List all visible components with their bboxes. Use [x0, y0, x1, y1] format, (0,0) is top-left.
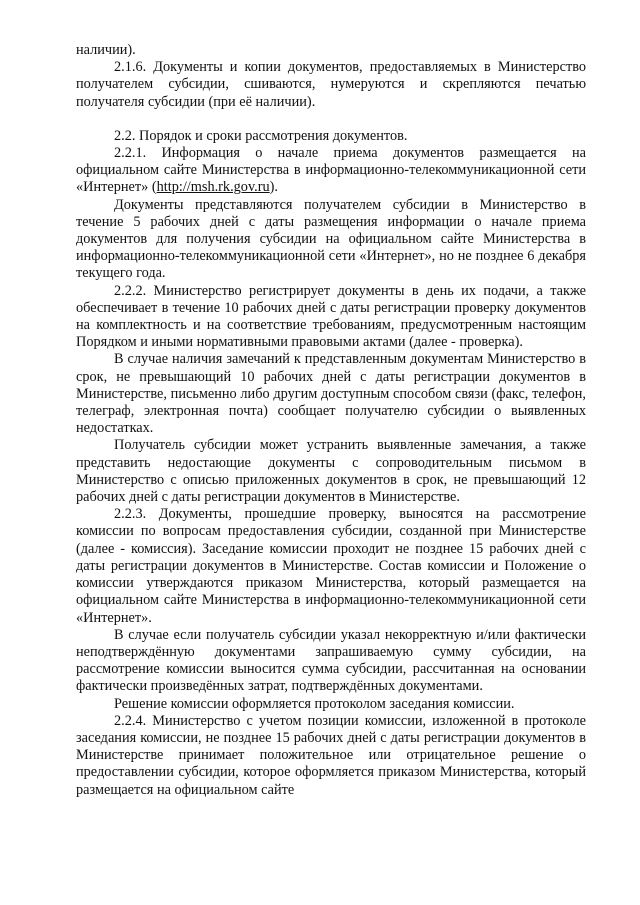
paragraph-2-2-1-tail: ). [269, 179, 279, 196]
paragraph-2-2-3: 2.2.3. Документы, прошедшие проверку, выносятся на рассмотрение комиссии по вопросам предоставления субсидии, созданной при Министерстве (далее - комиссия). Заседание комиссии проходит не позднее 15 рабочих дней с даты регистрации документов в Министерстве. Состав комиссии и Положение о комиссии утверждаются приказом Министерства, который размещается на официальном сайте Министерства в информационно-телекоммуникационной сети «Интернет». [76, 506, 586, 626]
document-page [76, 42, 586, 799]
paragraph-2-2-1 [76, 145, 586, 197]
paragraph-2-2-1-text: 2.2.1. Информация о начале приема документов размещается на официальном сайте Министерства в информационно-телекоммуникационной сети «Интернет» ( [76, 145, 586, 196]
paragraph-incorrect-amount: В случае если получатель субсидии указал некорректную и/или фактически неподтверждённую документами запрашиваемую сумму субсидии, на рассмотрение комиссии выносится сумма субсидии, рассчитанная на основании фактически произведённых затрат, подтверждённых документами. [76, 626, 586, 695]
section-heading-2-2: 2.2. Порядок и сроки рассмотрения документов. [114, 127, 408, 144]
paragraph-2-1-6: 2.1.6. Документы и копии документов, предоставляемых в Министерство получателем субсидии, сшиваются, нумеруются и скрепляются печатью получателя субсидии (при её наличии). [76, 59, 586, 110]
paragraph-2-2-2: 2.2.2. Министерство регистрирует документы в день их подачи, а также обеспечивает в течение 10 рабочих дней с даты регистрации проверку документов на комплектность и на соответствие требованиям, предусмотренным настоящим Порядком и иными нормативными правовыми актами (далее - проверка). [76, 282, 586, 351]
paragraph-gap [76, 111, 586, 128]
website-link[interactable]: http://msh.rk.gov.ru [156, 179, 270, 196]
paragraph-commission-decision: Решение комиссии оформляется протоколом заседания комиссии. [114, 695, 515, 712]
paragraph-2-2-4: 2.2.4. Министерство с учетом позиции комиссии, изложенной в протоколе заседания комиссии, не позднее 15 рабочих дней с даты регистрации документов в Министерстве принимает положительное или отрицательное решение о предоставлении субсидии, которое оформляется приказом Министерства, который размещается на официальном сайте [76, 712, 586, 798]
paragraph-remarks: В случае наличия замечаний к представленным документам Министерство в срок, не превышающий 10 рабочих дней с даты регистрации документов в Министерстве, письменно либо другим доступным способом связи (факс, телефон, телеграф, электронная почта) сообщает получателю субсидии о выявленных недостатках. [76, 351, 586, 437]
paragraph-documents-submission: Документы представляются получателем субсидии в Министерство в течение 5 рабочих дней с даты размещения информации о начале приема документов для получения субсидии на официальном сайте Министерства в информационно-телекоммуникационной сети «Интернет», но не позднее 6 декабря текущего года. [76, 196, 586, 282]
paragraph-correction: Получатель субсидии может устранить выявленные замечания, а также представить недостающие документы с сопроводительным письмом в Министерство с описью приложенных документов в срок, не превышающий 12 рабочих дней с даты регистрации документов в Министерстве. [76, 437, 586, 506]
paragraph-continuation: наличии). [76, 42, 136, 58]
